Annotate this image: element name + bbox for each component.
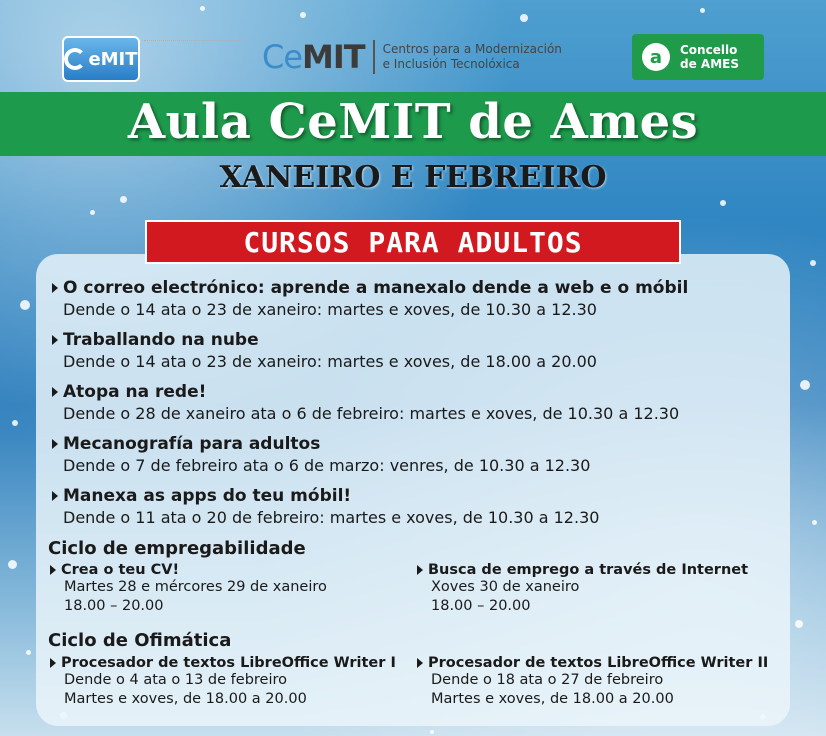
concello-line1: Concello: [680, 43, 738, 57]
bullet-arrow-icon: [52, 439, 58, 449]
bullet-arrow-icon: [52, 335, 58, 345]
divider: [144, 40, 244, 41]
course-dates: Dende o 7 de febreiro ata o 6 de marzo: venres, de 10.30 a 12.30: [63, 456, 591, 475]
cycle-item-time: Martes e xoves, de 18.00 a 20.00: [431, 691, 674, 707]
bullet-arrow-icon: [417, 565, 423, 575]
course-item: [52, 330, 597, 371]
course-title: O correo electrónico: aprende a manexalo dende a web e o móbil: [63, 278, 689, 298]
course-title: Manexa as apps do teu móbil!: [63, 486, 352, 506]
cycle-item-date: Martes 28 e mércores 29 de xaneiro: [64, 579, 327, 595]
page-subtitle: XANEIRO E FEBREIRO: [219, 160, 607, 195]
cemit-app-logo: [62, 36, 140, 82]
course-dates: Dende o 14 ata o 23 de xaneiro: martes e xoves, de 18.00 a 20.00: [63, 352, 597, 371]
page-title: Aula CeMIT de Ames: [127, 94, 699, 150]
course-item: [52, 382, 679, 423]
swirl-icon: [64, 48, 86, 70]
bullet-arrow-icon: [52, 283, 58, 293]
cycle-item-date: Xoves 30 de xaneiro: [431, 579, 580, 595]
course-item: [52, 434, 590, 475]
cycle-item: [417, 655, 768, 709]
bullet-arrow-icon: [52, 491, 58, 501]
concello-line2: de AMES: [680, 57, 739, 71]
section-heading-empregabilidade: Ciclo de empregabilidade: [48, 538, 306, 559]
bullet-arrow-icon: [52, 387, 58, 397]
course-title: Atopa na rede!: [63, 382, 207, 402]
concello-mark-icon: a: [642, 43, 670, 71]
cycle-item-time: Martes e xoves, de 18.00 a 20.00: [64, 691, 307, 707]
cycle-item-title: Busca de emprego a través de Internet: [428, 562, 749, 578]
course-dates: Dende o 28 de xaneiro ata o 6 de febreiro: martes e xoves, de 10.30 a 12.30: [63, 404, 680, 423]
bullet-arrow-icon: [50, 658, 56, 668]
cycle-item-time: 18.00 – 20.00: [431, 598, 531, 614]
cycle-item: [50, 655, 396, 709]
cycle-item-title: Crea o teu CV!: [61, 562, 180, 578]
concello-ames-logo: [632, 34, 764, 80]
cycle-item-title: Procesador de textos LibreOffice Writer II: [428, 655, 769, 671]
course-item: [52, 486, 599, 527]
cemit-app-logo-text: eMIT: [88, 48, 138, 70]
course-dates: Dende o 14 ata o 23 de xaneiro: martes e xoves, de 10.30 a 12.30: [63, 300, 597, 319]
course-title: Mecanografía para adultos: [63, 434, 321, 454]
cycle-item: [50, 562, 327, 616]
section-heading-ofimatica: Ciclo de Ofimática: [48, 630, 232, 651]
course-item: [52, 278, 688, 319]
cemit-brand-logo: [262, 38, 562, 76]
cycle-item: [417, 562, 748, 616]
course-dates: Dende o 11 ata o 20 de febreiro: martes e xoves, de 10.30 a 12.30: [63, 508, 600, 527]
brand-name: CeMIT: [262, 38, 365, 76]
brand-tagline: Centros para a Modernización e Inclusión Tecnolóxica: [382, 42, 562, 71]
course-title: Traballando na nube: [63, 330, 259, 350]
cycle-item-date: Dende o 4 ata o 13 de febreiro: [64, 672, 288, 688]
cycle-item-title: Procesador de textos LibreOffice Writer I: [61, 655, 396, 671]
bullet-arrow-icon: [50, 565, 56, 575]
cycle-item-date: Dende o 18 ata o 27 de febreiro: [431, 672, 664, 688]
section-banner: CURSOS PARA ADULTOS: [145, 220, 681, 264]
cycle-item-time: 18.00 – 20.00: [64, 598, 164, 614]
brand-separator: [373, 40, 375, 74]
bullet-arrow-icon: [417, 658, 423, 668]
